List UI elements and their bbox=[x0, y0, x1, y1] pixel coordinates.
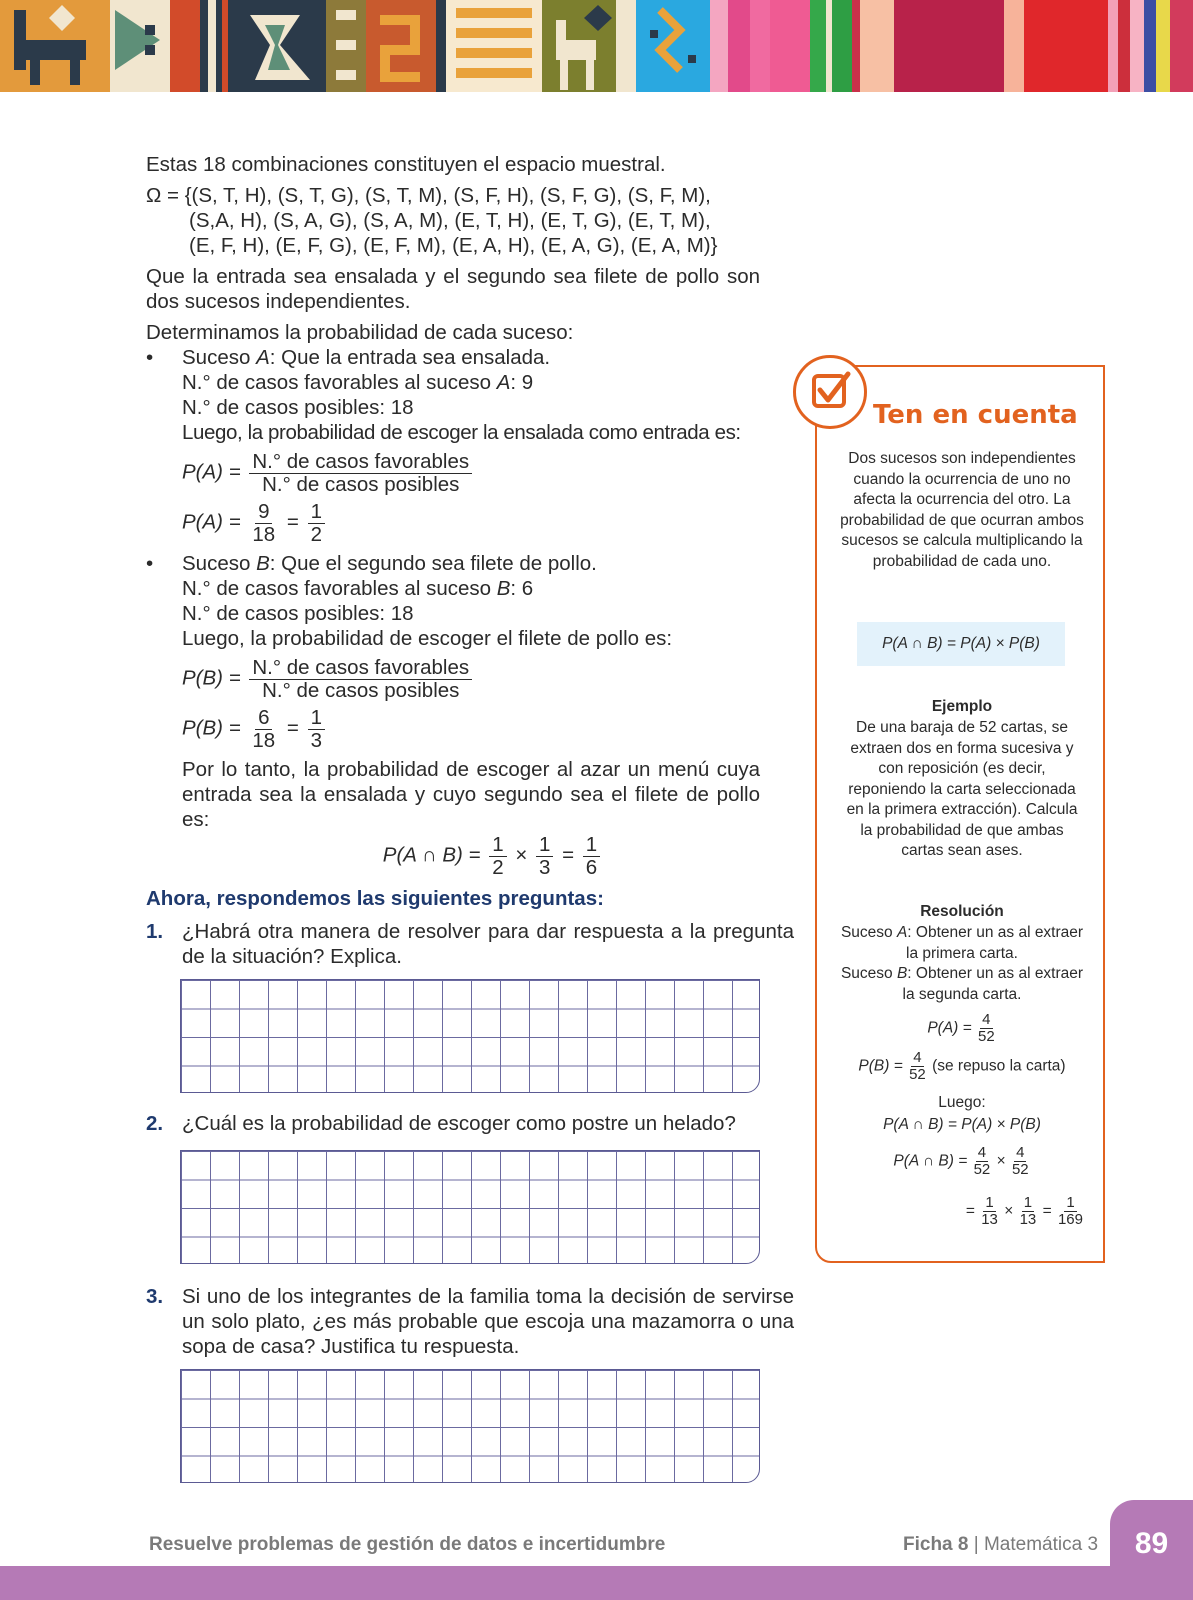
calc-line-1: P(A ∩ B) = $\frac{4}{52}$ × $\frac{4}{52}$ bbox=[893, 1144, 1029, 1178]
event-a-result: P(A) = $\frac{9}{18}$ = $\frac{1}{2}$ bbox=[146, 501, 760, 545]
question-2: 2. ¿Cuál es la probabilidad de escoger como postre un helado? bbox=[146, 1112, 736, 1136]
ten-en-cuenta-box bbox=[815, 365, 1105, 1263]
main-content bbox=[146, 152, 794, 1483]
answer-grid-1[interactable] bbox=[180, 979, 760, 1093]
then-label: Luego: bbox=[938, 1094, 986, 1111]
final-equation: P(A ∩ B) = $\frac{1}{2}$ × $\frac{1}{3}$ = $\frac{1}{6}$ bbox=[146, 834, 760, 878]
then-formula: P(A ∩ B) = P(A) × P(B) bbox=[883, 1116, 1041, 1133]
event-a-possible: N.° de casos posibles: 18 bbox=[182, 396, 414, 419]
conclusion-text: Por lo tanto, la probabilidad de escoger al azar un menú cuya entrada sea la ensalada y cuyo segundo sea el filete de pollo es: bbox=[182, 758, 760, 832]
footer-competency: Resuelve problemas de gestión de datos e incertidumbre bbox=[149, 1534, 666, 1555]
pa-equation: P(A) = $\frac{4}{52}$ bbox=[927, 1011, 995, 1045]
question-1: 1. ¿Habrá otra manera de resolver para dar respuesta a la pregunta de la situación? Explica. bbox=[146, 920, 794, 969]
page-number: 89 bbox=[1134, 1527, 1169, 1560]
event-b-possible: N.° de casos posibles: 18 bbox=[182, 602, 414, 626]
sidebar-formula: P(A ∩ B) = P(A) × P(B) bbox=[857, 622, 1065, 666]
question-3: 3. Si uno de los integrantes de la familia toma la decisión de servirse un solo plato, ¿es más probable que escoja una mazamorra o una sopa de casa? Justifica tu respuesta. bbox=[146, 1285, 794, 1359]
event-b-title: • Suceso B: Que el segundo sea filete de pollo. bbox=[146, 551, 760, 576]
example-heading: Ejemplo bbox=[931, 698, 993, 715]
omega-line-2: (S,A, H), (S, A, G), (S, A, M), (E, T, H), (E, T, G), (E, T, M), bbox=[189, 209, 711, 232]
calc-line-2: = $\frac{1}{13}$ × $\frac{1}{13}$ = $\frac{1}{169}$ bbox=[965, 1194, 1083, 1228]
independence-text: Que la entrada sea ensalada y el segundo sea filete de pollo son dos sucesos independientes. bbox=[146, 265, 760, 313]
footer-ficha: Ficha 8 | Matemática 3 bbox=[903, 1534, 1099, 1555]
questions-heading: Ahora, respondemos las siguientes preguntas: bbox=[146, 887, 604, 911]
answer-grid-3[interactable] bbox=[180, 1369, 760, 1483]
event-a-title: • Suceso A: Que la entrada sea ensalada. bbox=[146, 345, 760, 370]
event-a-then: Luego, la probabilidad de escoger la ensalada como entrada es: bbox=[182, 421, 741, 444]
determine-text: Determinamos la probabilidad de cada suceso: bbox=[146, 321, 574, 344]
event-b-favorable: N.° de casos favorables al suceso B: 6 bbox=[182, 577, 534, 601]
event-b-formula: P(B) = $\frac{\text{N.° de casos favorables}}{\text{N.° de casos posibles}}$ bbox=[146, 657, 760, 701]
pb-equation: P(B) = $\frac{4}{52}$ (se repuso la carta) bbox=[858, 1049, 1066, 1083]
decorative-textile-banner bbox=[0, 0, 1193, 92]
event-a-favorable: N.° de casos favorables al suceso A: 9 bbox=[182, 371, 534, 394]
omega-line-1: Ω = {(S, T, H), (S, T, G), (S, T, M), (S, F, H), (S, F, G), (S, F, M), bbox=[146, 184, 711, 207]
resolution-event-a: Suceso A: Obtener un as al extraer la primera carta. bbox=[840, 924, 1084, 962]
intro-text: Estas 18 combinaciones constituyen el espacio muestral. bbox=[146, 153, 666, 176]
checklist-icon bbox=[793, 355, 867, 429]
ten-en-cuenta-title: Ten en cuenta bbox=[873, 400, 1078, 430]
omega-line-3: (E, F, H), (E, F, G), (E, F, M), (E, A, H), (E, A, G), (E, A, M)} bbox=[189, 234, 718, 257]
footer-band bbox=[0, 1566, 1193, 1600]
answer-grid-2[interactable] bbox=[180, 1150, 760, 1264]
resolution-heading: Resolución bbox=[920, 903, 1004, 920]
resolution-event-b: Suceso B: Obtener un as al extraer la segunda carta. bbox=[840, 965, 1084, 1003]
example-text: De una baraja de 52 cartas, se extraen dos en forma sucesiva y con reposición (es decir, reponiendo la carta seleccionada en la primera extracción). Calcula la probabilidad de que ambas cartas sean ases. bbox=[846, 719, 1078, 859]
event-b-result: P(B) = $\frac{6}{18}$ = $\frac{1}{3}$ bbox=[146, 707, 760, 751]
event-a-formula: P(A) = $\frac{\text{N.° de casos favorables}}{\text{N.° de casos posibles}}$ bbox=[146, 451, 760, 495]
event-b-then: Luego, la probabilidad de escoger el filete de pollo es: bbox=[182, 627, 673, 651]
sidebar-intro: Dos sucesos son independientes cuando la ocurrencia de uno no afecta la ocurrencia del otro. La probabilidad de que ocurran ambos sucesos se calcula multiplicando la probabilidad de cada uno. bbox=[840, 450, 1084, 570]
